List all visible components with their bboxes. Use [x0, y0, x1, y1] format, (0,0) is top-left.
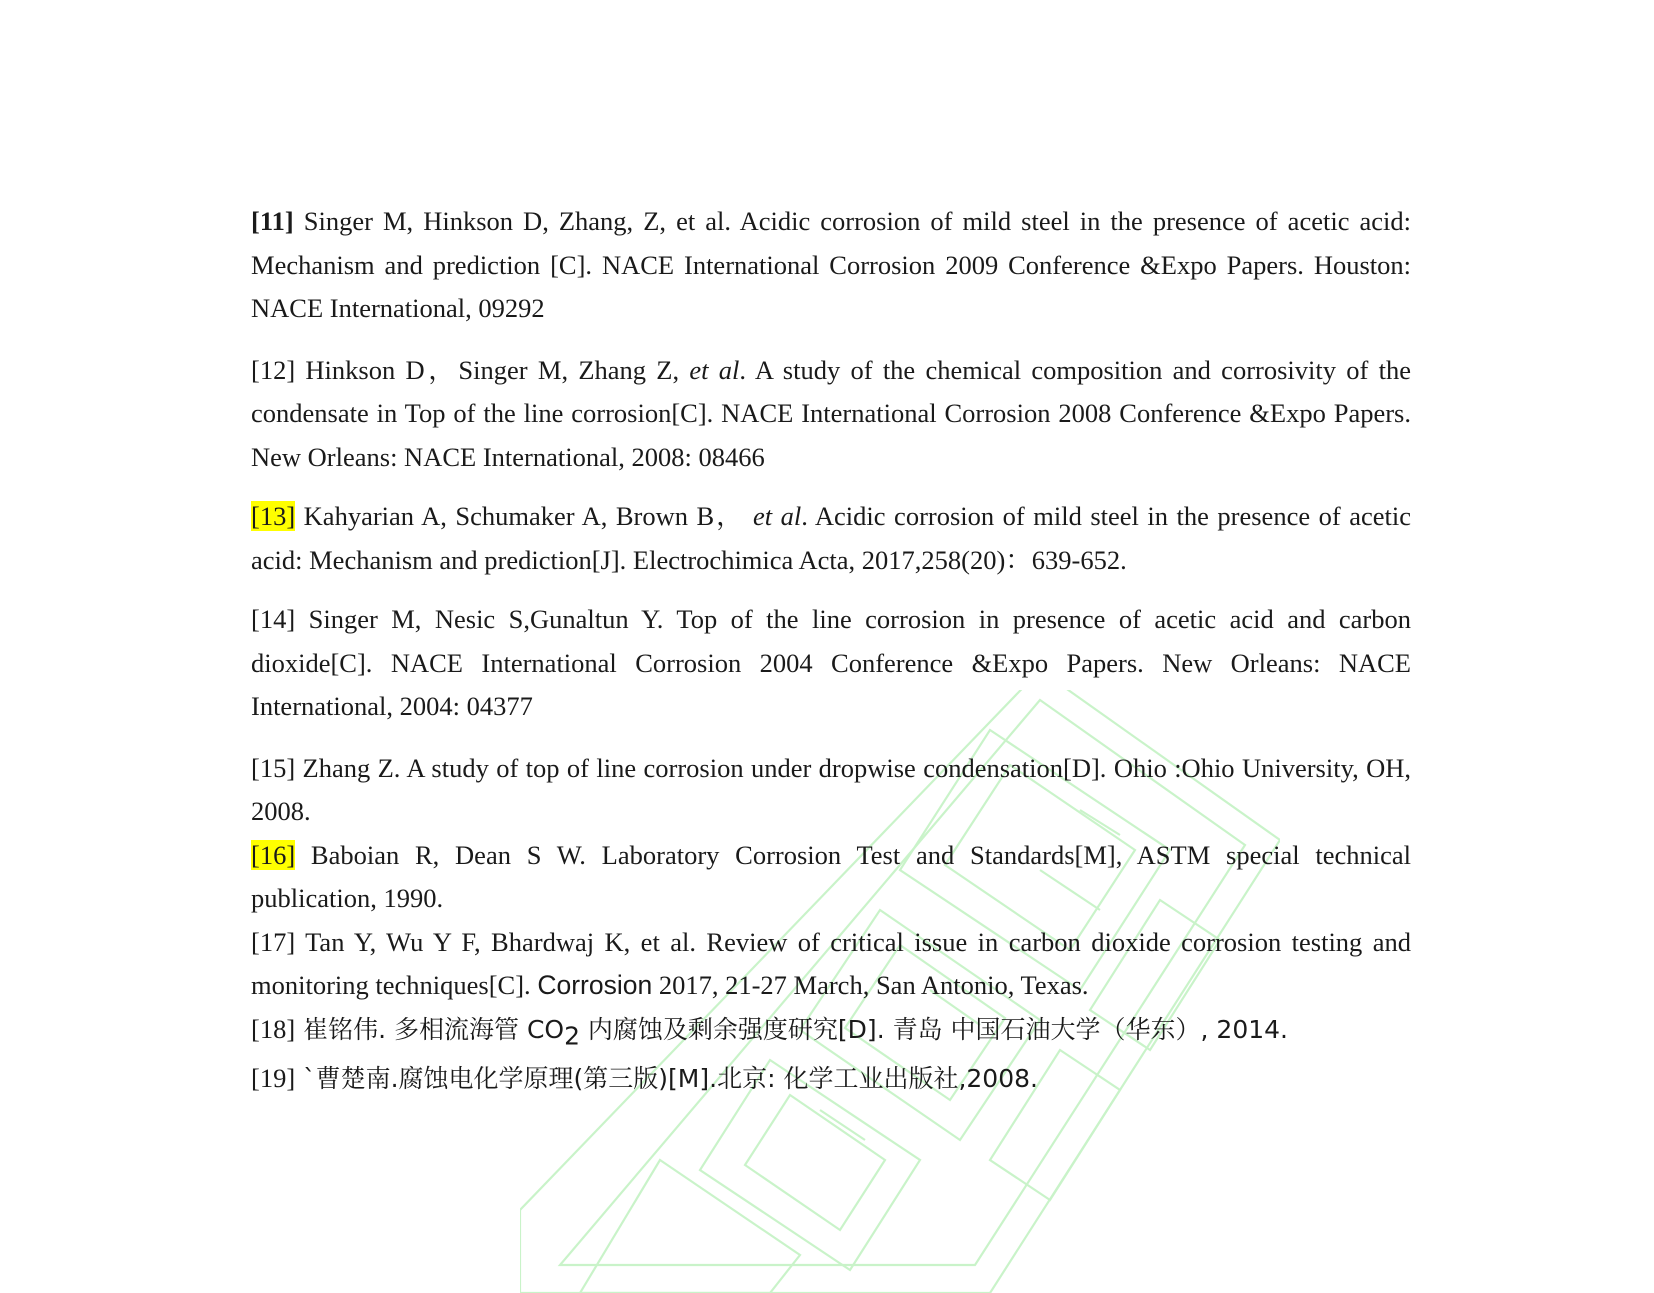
reference-text-cjk: 崔铭伟. 多相流海管 CO: [295, 1014, 565, 1044]
reference-number: [14]: [251, 604, 296, 634]
reference-text-sans: Corrosion: [537, 970, 653, 1000]
reference-list: [251, 200, 1411, 1101]
reference-number: [19]: [251, 1063, 296, 1094]
reference-item-18: [251, 1008, 1411, 1058]
reference-text-italic: et al: [752, 501, 802, 531]
reference-item-19: [251, 1057, 1411, 1101]
reference-text: 2017, 21-27 March, San Antonio, Texas.: [652, 970, 1089, 1000]
reference-text: . Acidic corrosion of mild steel in the presence of acetic acid: Mechanism and prediction[J]. Electrochimica Acta, 2017,258(20)：639-652.: [251, 501, 1411, 575]
reference-number: [17]: [251, 926, 296, 957]
reference-text: Baboian R, Dean S W. Laboratory Corrosion Test and Standards[M], ASTM special technical publication, 1990.: [251, 839, 1411, 913]
reference-text: Zhang Z. A study of top of line corrosion under dropwise condensation[D]. Ohio :Ohio University, OH, 2008.: [251, 752, 1411, 826]
reference-item-15: [251, 747, 1411, 834]
reference-text-cjk: 内腐蚀及剩余强度研究[D]. 青岛 中国石油大学（华东）, 2014.: [579, 1014, 1288, 1044]
reference-item-12: [251, 349, 1411, 480]
reference-text: Singer M, Hinkson D, Zhang, Z, et al. Acidic corrosion of mild steel in the presence of acetic acid: Mechanism and prediction [C]. NACE International Corrosion 2009 Conference &Expo Papers. Houston: NACE International, 09292: [251, 206, 1411, 323]
reference-item-16: [251, 834, 1411, 921]
reference-number-highlighted: [16]: [251, 839, 296, 870]
reference-text: Singer M, Nesic S,Gunaltun Y. Top of the line corrosion in presence of acetic acid and carbon dioxide[C]. NACE International Corrosion 2004 Conference &Expo Papers. New Orleans: NACE International, 2004: 04377: [251, 604, 1411, 721]
reference-text-cjk: `曹楚南.腐蚀电化学原理(第三版)[M].北京: 化学工业出版社,2008.: [295, 1064, 1038, 1094]
reference-text-italic: et al: [689, 354, 740, 385]
reference-item-13: [251, 495, 1411, 582]
subscript-text: 2: [564, 1020, 580, 1050]
reference-item-11: [251, 200, 1411, 331]
reference-number: [12]: [251, 354, 296, 385]
reference-text: . A study of the chemical composition and corrosivity of the condensate in Top of the line corrosion[C]. NACE International Corrosion 2008 Conference &Expo Papers. New Orleans: NACE International, 2008: 08466: [251, 354, 1411, 472]
reference-item-14: [251, 598, 1411, 729]
reference-number: [11]: [251, 206, 294, 236]
reference-number: [18]: [251, 1013, 296, 1044]
reference-number-highlighted: [13]: [251, 501, 296, 531]
reference-text: Kahyarian A, Schumaker A, Brown B，: [295, 501, 753, 531]
reference-item-17: [251, 921, 1411, 1008]
reference-number: [15]: [251, 752, 296, 783]
reference-text: Hinkson D，Singer M, Zhang Z,: [295, 354, 690, 385]
reference-text: Tan Y, Wu Y F, Bhardwaj K, et al. Review of critical issue in carbon dioxide corrosion testing and monitoring techniques[C].: [251, 926, 1411, 1000]
